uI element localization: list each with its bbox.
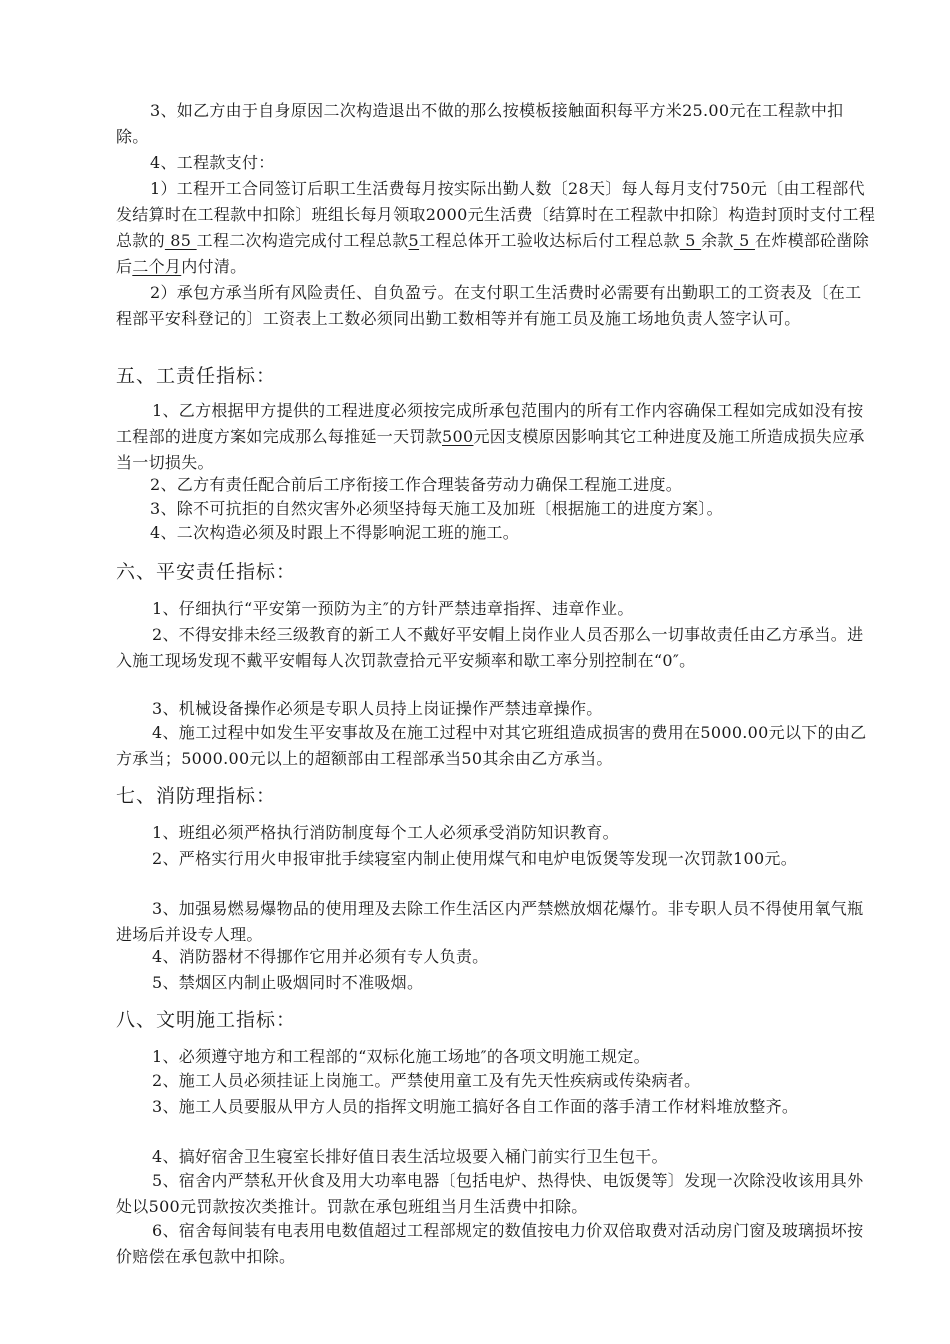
paragraph-5-1	[116, 398, 876, 476]
a3-text-2: 工程二次构造完成付工程总款	[196, 231, 409, 250]
a3-text-6: 内付清。	[181, 257, 247, 276]
paragraph-5-3: 3、除不可抗拒的自然灾害外必须坚持每天施工及加班〔根据施工的进度方案〕。	[150, 499, 723, 518]
a3-blank-1: 85	[164, 231, 197, 250]
paragraph-6-4: 4、施工过程中如发生平安事故及在施工过程中对其它班组造成损害的费用在5000.00元以下的由乙方承当；5000.00元以上的超额部由工程部承当50其余由乙方承当。	[116, 723, 867, 768]
s5-text-1: 1、乙方根据甲方提供的工程进度必须按完成所承包范围内的所有工作内容确保工程如完成如没有按工程部的进度方案如完成那么每推延一天罚款	[116, 401, 864, 446]
paragraph-8-4: 4、搞好宿舍卫生寝室长排好值日表生活垃圾要入桶门前实行卫生包干。	[152, 1147, 668, 1166]
paragraph-6-1: 1、仔细执行“平安第一预防为主″的方针严禁违章指挥、违章作业。	[152, 599, 634, 618]
section-heading-5: 五、工责任指标：	[116, 365, 277, 387]
paragraph-6-3: 3、机械设备操作必须是专职人员持上岗证操作严禁违章操作。	[152, 699, 603, 718]
section-heading-7: 七、消防理指标：	[116, 785, 277, 807]
paragraph-a4: 2）承包方承当所有风险责任、自负盈亏。在支付职工生活费时必需要有出勤职工的工资表及〔在工程部平安科登记的〕工资表上工数必须同出勤工数相等并有施工员及施工场地负责人签字认可。	[116, 283, 862, 328]
paragraph-8-2: 2、施工人员必须挂证上岗施工。严禁使用童工及有先天性疾病或传染病者。	[152, 1071, 701, 1090]
paragraph-6-2: 2、不得安排未经三级教育的新工人不戴好平安帽上岗作业人员否那么一切事故责任由乙方承当。进入施工现场发现不戴平安帽每人次罚款壹拾元平安频率和歇工率分别控制在“0″。	[116, 625, 864, 670]
paragraph-a2: 4、工程款支付：	[150, 153, 275, 172]
paragraph-7-3: 3、加强易燃易爆物品的使用理及去除工作生活区内严禁燃放烟花爆竹。非专职人员不得使用氧气瓶进场后并设专人理。	[116, 899, 864, 944]
s5-blank-1: 500	[442, 427, 474, 446]
paragraph-8-5: 5、宿舍内严禁私开伙食及用大功率电器〔包括电炉、热得快、电饭煲等〕发现一次除没收该用具外处以500元罚款按次类推计。罚款在承包班组当月生活费中扣除。	[116, 1171, 864, 1216]
paragraph-8-6: 6、宿舍每间装有电表用电数值超过工程部规定的数值按电力价双倍取费对活动房门窗及玻璃损坏按价赔偿在承包款中扣除。	[116, 1221, 864, 1266]
section-heading-6: 六、平安责任指标：	[116, 561, 297, 583]
paragraph-8-1: 1、必须遵守地方和工程部的“双标化施工场地″的各项文明施工规定。	[152, 1047, 650, 1066]
a3-text-1: 1）工程开工合同签订后职工生活费每月按实际出勤人数〔28天〕每人每月支付750元〔由工程部代发结算时在工程款中扣除〕班组长每月领取2000元生活费〔结算时在工程款中扣除〕构造封顶时支付工程总款的	[116, 179, 876, 250]
a3-text-5: 在炸模部砼凿除后	[116, 231, 870, 276]
paragraph-7-4: 4、消防器材不得挪作它用并必须有专人负责。	[152, 947, 489, 966]
section-heading-8: 八、文明施工指标：	[116, 1009, 297, 1031]
s5-text-2: 元因支模原因影响其它工种进度及施工所造成损失应承当一切损失。	[116, 427, 865, 472]
a3-blank-5: 二个月	[132, 257, 182, 276]
a3-text-4: 余款	[701, 231, 734, 250]
a3-blank-4: 5	[733, 231, 755, 250]
paragraph-8-3: 3、施工人员要服从甲方人员的指挥文明施工搞好各自工作面的落手清工作材料堆放整齐。	[152, 1097, 799, 1116]
paragraph-5-4: 4、二次构造必须及时跟上不得影响泥工班的施工。	[150, 523, 520, 542]
a3-blank-2: 5	[408, 231, 420, 250]
a3-blank-3: 5	[679, 231, 702, 250]
paragraph-a3	[116, 176, 876, 280]
paragraph-7-5: 5、禁烟区内制止吸烟同时不准吸烟。	[152, 973, 424, 992]
paragraph-a1: 3、如乙方由于自身原因二次构造退出不做的那么按模板接触面积每平方米25.00元在工程款中扣除。	[116, 101, 844, 146]
a3-text-3: 工程总体开工验收达标后付工程总款	[419, 231, 680, 250]
paragraph-7-1: 1、班组必须严格执行消防制度每个工人必须承受消防知识教育。	[152, 823, 619, 842]
paragraph-7-2: 2、严格实行用火申报审批手续寝室内制止使用煤气和电炉电饭煲等发现一次罚款100元。	[152, 849, 798, 868]
paragraph-5-2: 2、乙方有责任配合前后工序衔接工作合理装备劳动力确保工程施工进度。	[150, 475, 683, 494]
